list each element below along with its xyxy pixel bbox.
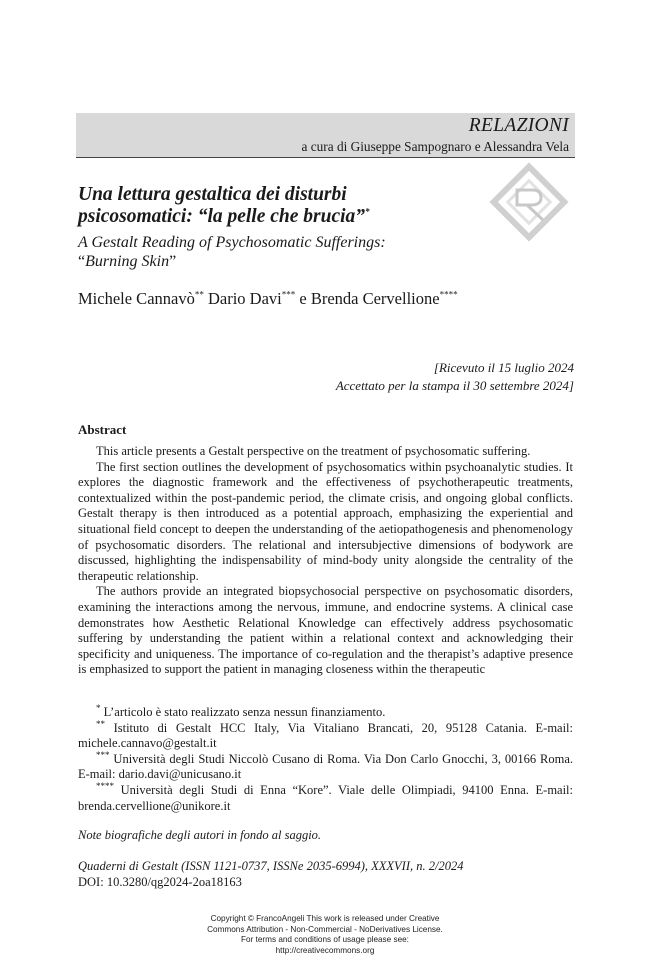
quote-open: “ bbox=[78, 253, 86, 270]
section-editors: a cura di Giuseppe Sampognaro e Alessandra Vela bbox=[301, 139, 569, 154]
copyright-line: For terms and conditions of usage please see: bbox=[241, 935, 409, 945]
accepted-date: Accettato per la stampa il 30 settembre 2024] bbox=[335, 378, 574, 393]
journal-citation bbox=[78, 858, 463, 890]
footnote bbox=[78, 749, 574, 783]
author-mark: ** bbox=[194, 289, 204, 300]
abstract-paragraph: The first section outlines the development of psychosomatics within psychoanalytic studies. It explores the diagnostic framework and the effectiveness of psychotherapeutic treatments, contextualized within the post-pandemic period, the climate crisis, and ongoing global conflicts. Gestalt therapy is then introduced as a potential approach, emphasizing the experiential and situational field concept to deepen the understanding of the aetiopathogenesis and phenomenology of psychosomatic disorders. The relational and intersubjective dimensions of bodywork are discussed, highlighting the indispensability of mind-body unity alongside the centrality of the therapeutic relationship. bbox=[78, 459, 573, 583]
footnotes bbox=[78, 702, 574, 814]
section-header-band bbox=[76, 113, 575, 158]
author-name: Dario Davi bbox=[207, 289, 282, 308]
footnote bbox=[78, 780, 574, 814]
title-it-line1: Una lettura gestaltica dei disturbi bbox=[78, 184, 347, 205]
footnote bbox=[78, 718, 574, 752]
copyright-line: Commons Attribution - Non-Commercial - NoDerivatives License. bbox=[207, 924, 443, 934]
footnote-text: L’articolo è stato realizzato senza nessun finanziamento. bbox=[103, 705, 386, 719]
received-accepted-dates bbox=[336, 359, 574, 395]
section-title: RELAZIONI bbox=[468, 115, 569, 136]
license-link[interactable]: http://creativecommons.org bbox=[275, 945, 375, 955]
journal-logo-icon bbox=[487, 160, 571, 244]
title-en-line1: A Gestalt Reading of Psychosomatic Sufferings: bbox=[78, 234, 386, 251]
received-date: [Ricevuto il 15 luglio 2024 bbox=[433, 360, 574, 375]
author-conjunction: e bbox=[299, 289, 307, 308]
abstract-paragraph: This article presents a Gestalt perspective on the treatment of psychosomatic suffering. bbox=[96, 444, 531, 458]
journal-reference: Quaderni di Gestalt (ISSN 1121-0737, ISSNe 2035-6994), XXXVII, n. 2/2024 bbox=[78, 859, 464, 873]
article-title-english bbox=[78, 233, 498, 271]
author-name: Brenda Cervellione bbox=[310, 289, 440, 308]
abstract-heading: Abstract bbox=[78, 422, 127, 437]
footnote-mark: * bbox=[96, 702, 101, 713]
author-mark: *** bbox=[281, 289, 296, 300]
article-title-italian bbox=[78, 184, 498, 228]
footnote-mark: **** bbox=[96, 780, 114, 791]
title-it-line2: psicosomatici: “la pelle che brucia” bbox=[78, 206, 366, 227]
doi-link[interactable]: DOI: 10.3280/qg2024-2oa18163 bbox=[78, 875, 242, 889]
footnote-text: Università degli Studi Niccolò Cusano di Roma. Via Don Carlo Gnocchi, 3, 00166 Roma. E-mail: dario.davi@unicusano.it bbox=[78, 751, 574, 782]
author-name: Michele Cannavò bbox=[78, 289, 195, 308]
footnote bbox=[78, 702, 573, 721]
copyright-line: Copyright © FrancoAngeli This work is released under Creative bbox=[210, 914, 440, 923]
footnote-text: Istituto di Gestalt HCC Italy, Via Vitaliano Brancati, 20, 95128 Catania. E-mail: michele.cannavo@gestalt.it bbox=[78, 720, 574, 751]
footnote-mark: ** bbox=[96, 718, 105, 729]
abstract-body bbox=[78, 444, 573, 678]
footnote-text: Università degli Studi di Enna “Kore”. Viale delle Olimpiadi, 94100 Enna. E-mail: brenda.cervellione@unikore.it bbox=[78, 782, 574, 813]
footnote-mark: *** bbox=[96, 749, 110, 760]
abstract-paragraph: The authors provide an integrated biopsychosocial perspective on psychosomatic disorders, examining the interactions among the nervous, immune, and endocrine systems. A clinical case demonstrates how Aesthetic Relational Knowledge can effectively address psychosomatic suffering by understanding the patient within a relational context and acknowledging their specificity and uniqueness. The importance of co-regulation and the therapist’s adaptive presence is emphasized to support the patient in managing closeness within the therapeutic bbox=[78, 584, 573, 677]
copyright-notice bbox=[0, 914, 650, 956]
author-list bbox=[78, 289, 458, 309]
footnote-mark: * bbox=[365, 206, 370, 217]
title-en-line2: Burning Skin bbox=[85, 253, 170, 270]
author-mark: **** bbox=[439, 289, 458, 300]
bio-note: Note biografiche degli autori in fondo al saggio. bbox=[78, 828, 322, 842]
quote-close: ” bbox=[169, 253, 177, 270]
